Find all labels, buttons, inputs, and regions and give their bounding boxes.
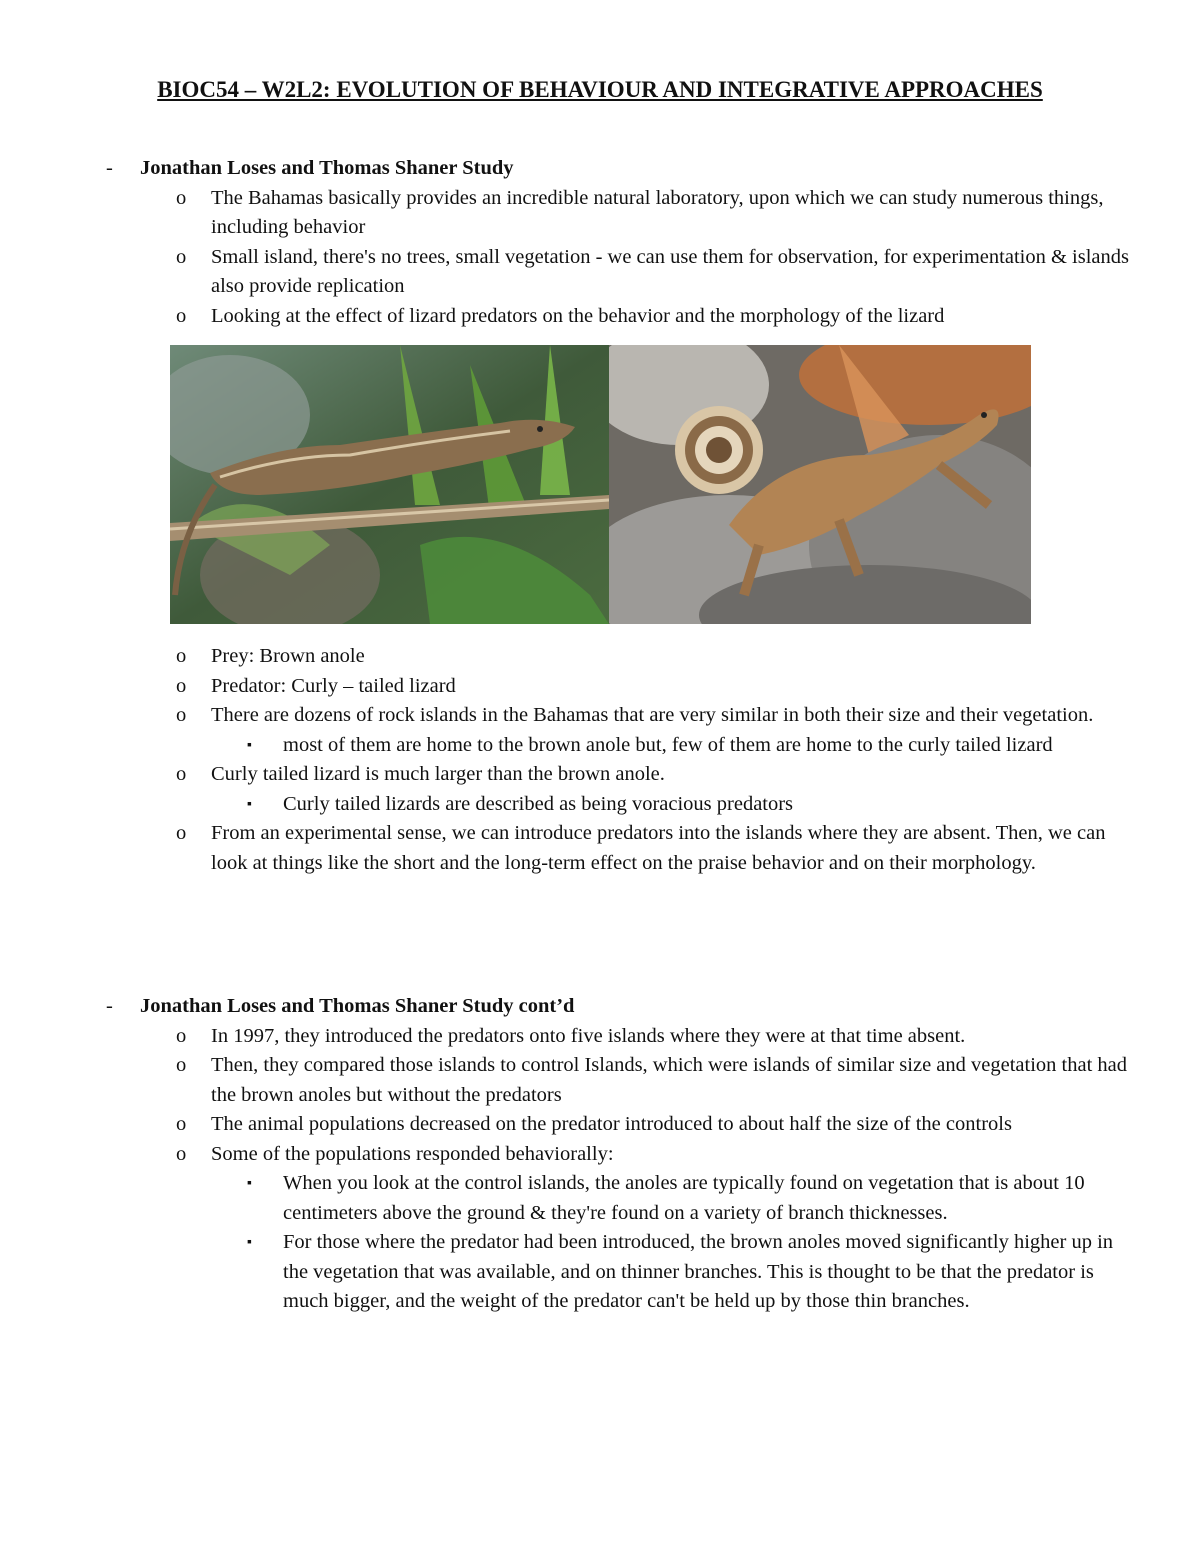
list-item: [0, 1110, 1200, 1140]
list-item-text: Then, they compared those islands to control Islands, which were islands of similar size and vegetation that had the brown anoles but without the predators: [211, 1054, 1127, 1106]
list-item: [0, 642, 1200, 672]
circle-bullet: o: [176, 1024, 187, 1047]
square-bullet: ▪: [247, 1235, 252, 1250]
sub-list-item: [0, 1169, 1200, 1228]
list-item-text: Predator: Curly – tailed lizard: [211, 674, 456, 697]
sub-list-item: [0, 790, 1200, 820]
circle-bullet: o: [176, 645, 187, 667]
list-item: [0, 672, 1200, 702]
circle-bullet: o: [176, 1054, 187, 1076]
curly-tailed-lizard-photo: [609, 345, 1031, 624]
circle-bullet: o: [176, 822, 187, 844]
sub-list-item-text: most of them are home to the brown anole but, few of them are home to the curly tailed lizard: [283, 733, 1053, 756]
list-item: [0, 184, 1200, 243]
dash-marker: -: [106, 995, 113, 1017]
lizard-photos: [170, 345, 1031, 624]
list-item: [0, 701, 1200, 731]
circle-bullet: o: [176, 1113, 187, 1135]
list-item-text: Some of the populations responded behaviorally:: [211, 1142, 614, 1165]
list-item: [0, 1022, 1200, 1052]
sub-list-item: [0, 731, 1200, 761]
sub-list-item: [0, 1228, 1200, 1317]
circle-bullet: o: [176, 1142, 187, 1165]
square-bullet: ▪: [247, 796, 252, 812]
section-1: [0, 154, 1200, 331]
section-1-continued: [0, 642, 1200, 878]
section-heading: [0, 992, 1200, 1022]
sub-list-item-text: For those where the predator had been introduced, the brown anoles moved significantly higher up in the vegetation that was available, and on thinner branches. This is thought to be that the predator is much bigger, and the weight of the predator can't be held up by those thin branches.: [283, 1231, 1114, 1312]
sub-list-item-text: Curly tailed lizards are described as being voracious predators: [283, 792, 794, 815]
circle-bullet: o: [176, 704, 187, 726]
square-bullet: ▪: [247, 1176, 252, 1191]
section-2: [0, 992, 1200, 1317]
list-item: [0, 302, 1200, 332]
heading-text: Jonathan Loses and Thomas Shaner Study cont’d: [140, 995, 575, 1017]
circle-bullet: o: [176, 304, 187, 327]
circle-bullet: o: [176, 763, 187, 785]
list-item-text: Curly tailed lizard is much larger than the brown anole.: [211, 763, 665, 785]
list-item-text: There are dozens of rock islands in the Bahamas that are very similar in both their size and their vegetation.: [211, 704, 1094, 726]
circle-bullet: o: [176, 674, 187, 697]
list-item: [0, 243, 1200, 302]
circle-bullet: o: [176, 186, 187, 209]
list-item-text: The Bahamas basically provides an incredible natural laboratory, upon which we can study numerous things, including behavior: [211, 186, 1104, 238]
heading-text: Jonathan Loses and Thomas Shaner Study: [140, 157, 514, 179]
circle-bullet: o: [176, 245, 187, 268]
list-item-text: Prey: Brown anole: [211, 645, 365, 667]
square-bullet: ▪: [247, 737, 252, 753]
list-item-text: From an experimental sense, we can introduce predators into the islands where they are absent. Then, we can look at things like the short and the long-term effect on the praise behavior and on their morphology.: [211, 822, 1106, 874]
list-item: [0, 1140, 1200, 1170]
sub-list-item-text: When you look at the control islands, the anoles are typically found on vegetation that is about 10 centimeters above the ground & they're found on a variety of branch thicknesses.: [283, 1172, 1085, 1224]
dash-marker: -: [106, 157, 113, 179]
list-item: [0, 819, 1200, 878]
list-item-text: Small island, there's no trees, small vegetation - we can use them for observation, for experimentation & islands also provide replication: [211, 245, 1129, 297]
list-item-text: Looking at the effect of lizard predators on the behavior and the morphology of the lizard: [211, 304, 945, 327]
list-item-text: In 1997, they introduced the predators onto five islands where they were at that time absent.: [211, 1024, 966, 1047]
document-title: BIOC54 – W2L2: EVOLUTION OF BEHAVIOUR AND INTEGRATIVE APPROACHES: [157, 77, 1043, 102]
list-item-text: The animal populations decreased on the predator introduced to about half the size of the controls: [211, 1113, 1012, 1135]
brown-anole-photo: [170, 345, 609, 624]
section-heading: [0, 154, 1200, 184]
list-item: [0, 1051, 1200, 1110]
list-item: [0, 760, 1200, 790]
